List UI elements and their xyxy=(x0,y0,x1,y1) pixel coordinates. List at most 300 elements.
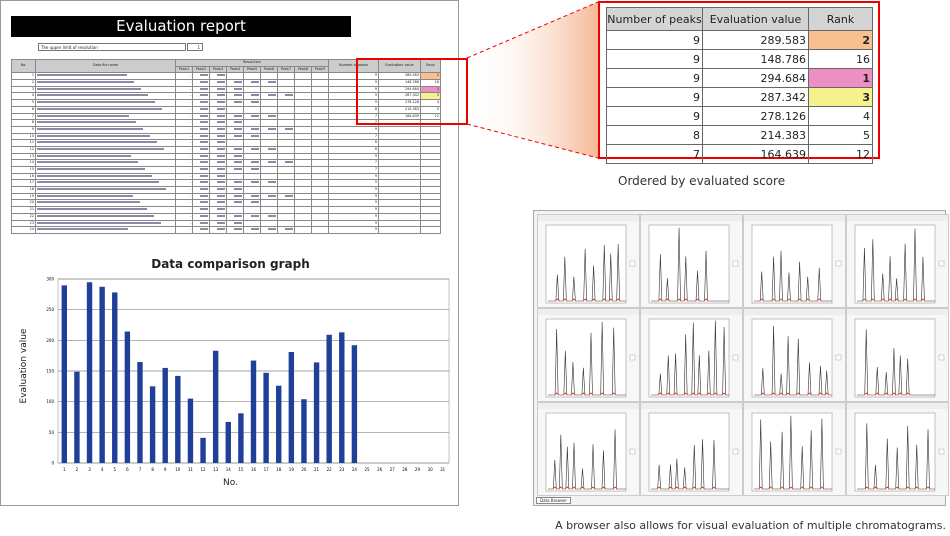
caption-browser: A browser also allows for visual evaluation of multiple chromatograms. xyxy=(555,519,946,532)
row-peak xyxy=(312,106,329,113)
row-rank xyxy=(421,200,441,207)
row-eval xyxy=(379,227,421,234)
chromatogram-panel[interactable] xyxy=(743,402,846,496)
bar xyxy=(339,332,344,463)
row-num-peaks: 9 xyxy=(329,173,379,180)
row-peak xyxy=(244,146,261,153)
num-peaks: 9 xyxy=(607,31,703,50)
row-eval xyxy=(379,200,421,207)
col-peak: Peak5 xyxy=(244,66,261,73)
col-peak: Peak3 xyxy=(210,66,227,73)
row-rank: 1 xyxy=(421,86,441,93)
row-peak xyxy=(261,153,278,160)
header-evaluation-value: Evaluation value xyxy=(703,8,809,31)
row-peak xyxy=(244,140,261,147)
row-peak xyxy=(312,100,329,107)
row-rank xyxy=(421,126,441,133)
eval-value: 287.342 xyxy=(703,88,809,107)
num-peaks: 7 xyxy=(607,145,703,164)
row-no: 21 xyxy=(12,207,36,214)
chromatogram-panel[interactable] xyxy=(537,214,640,308)
row-num-peaks: 7 xyxy=(329,167,379,174)
row-peak xyxy=(261,106,278,113)
row-peak xyxy=(295,173,312,180)
resolution-limit-dropdown[interactable]: The upper limit of resolution xyxy=(38,43,186,51)
row-peak xyxy=(261,200,278,207)
rank: 16 xyxy=(809,50,873,69)
table-row xyxy=(12,167,441,174)
y-tick-label: 300 xyxy=(46,276,54,282)
row-rank xyxy=(421,207,441,214)
row-peak xyxy=(193,73,210,80)
row-peak xyxy=(261,133,278,140)
row-file xyxy=(36,200,176,207)
row-peak: - xyxy=(176,93,193,100)
x-tick-label: 28 xyxy=(402,467,408,472)
row-file xyxy=(36,146,176,153)
col-peak: Peak2 xyxy=(193,66,210,73)
bar xyxy=(301,399,306,463)
row-peak xyxy=(261,93,278,100)
row-rank: 2 xyxy=(421,73,441,80)
row-peak xyxy=(278,220,295,227)
bar xyxy=(188,399,193,463)
row-no: 24 xyxy=(12,227,36,234)
row-eval: 294.684 xyxy=(379,86,421,93)
bar xyxy=(87,282,92,463)
row-eval xyxy=(379,187,421,194)
row-peak xyxy=(312,160,329,167)
table-row xyxy=(12,153,441,160)
row-peak xyxy=(295,93,312,100)
col-eval: Evaluation value xyxy=(379,60,421,73)
row-peak xyxy=(210,180,227,187)
row-peak xyxy=(193,100,210,107)
row-rank xyxy=(421,227,441,234)
row-peak: - xyxy=(176,113,193,120)
row-peak: - xyxy=(176,213,193,220)
row-peak xyxy=(295,100,312,107)
row-peak xyxy=(312,146,329,153)
row-peak xyxy=(227,146,244,153)
col-peak: Peak9 xyxy=(312,66,329,73)
row-peak xyxy=(261,86,278,93)
chromatogram-panel[interactable] xyxy=(537,308,640,402)
row-num-peaks: 6 xyxy=(329,146,379,153)
row-peak xyxy=(278,227,295,234)
row-peak xyxy=(227,180,244,187)
table-row xyxy=(12,187,441,194)
row-peak xyxy=(295,113,312,120)
row-peak: - xyxy=(176,220,193,227)
chromatogram-plot xyxy=(641,315,742,401)
row-peak: - xyxy=(176,120,193,127)
row-peak xyxy=(261,80,278,87)
row-peak xyxy=(227,113,244,120)
row-no: 7 xyxy=(12,113,36,120)
row-peak xyxy=(278,167,295,174)
row-peak xyxy=(210,133,227,140)
row-rank xyxy=(421,187,441,194)
row-eval xyxy=(379,213,421,220)
table-row xyxy=(12,173,441,180)
y-tick-label: 200 xyxy=(46,337,54,343)
row-peak xyxy=(261,140,278,147)
row-peak: - xyxy=(176,153,193,160)
row-file xyxy=(36,180,176,187)
row-peak: - xyxy=(176,140,193,147)
row-peak xyxy=(278,193,295,200)
bar xyxy=(263,373,268,463)
row-file xyxy=(36,106,176,113)
row-file xyxy=(36,86,176,93)
x-tick-label: 3 xyxy=(88,467,91,472)
row-peak: - xyxy=(176,106,193,113)
row-peak xyxy=(261,167,278,174)
x-tick-label: 31 xyxy=(440,467,446,472)
row-file xyxy=(36,120,176,127)
row-peak xyxy=(244,193,261,200)
row-rank xyxy=(421,180,441,187)
row-peak xyxy=(278,73,295,80)
row-peak xyxy=(278,113,295,120)
row-peak xyxy=(278,140,295,147)
row-peak xyxy=(227,213,244,220)
x-tick-label: 10 xyxy=(175,467,181,472)
x-tick-label: 17 xyxy=(263,467,269,472)
row-eval xyxy=(379,207,421,214)
row-file xyxy=(36,140,176,147)
row-num-peaks: 9 xyxy=(329,93,379,100)
bar xyxy=(226,422,231,463)
row-peak xyxy=(244,180,261,187)
row-peak: - xyxy=(176,227,193,234)
chromatogram-plot xyxy=(744,221,845,307)
x-tick-label: 2 xyxy=(75,467,79,472)
row-eval xyxy=(379,220,421,227)
row-peak xyxy=(312,140,329,147)
data-browser xyxy=(533,210,946,506)
row-num-peaks: 9 xyxy=(329,100,379,107)
table-row xyxy=(12,207,441,214)
row-peak xyxy=(312,93,329,100)
eval-value: 278.126 xyxy=(703,107,809,126)
row-no: 11 xyxy=(12,140,36,147)
bar xyxy=(238,413,243,463)
row-peak: - xyxy=(176,126,193,133)
row-peak xyxy=(295,73,312,80)
row-peak: - xyxy=(176,207,193,214)
row-num-peaks: 9 xyxy=(329,220,379,227)
row-eval: 164.639 xyxy=(379,113,421,120)
row-eval xyxy=(379,193,421,200)
row-no: 20 xyxy=(12,200,36,207)
row-peak xyxy=(227,86,244,93)
row-no: 5 xyxy=(12,100,36,107)
caption-ordered: Ordered by evaluated score xyxy=(618,174,786,188)
row-peak xyxy=(227,140,244,147)
row-peak xyxy=(261,213,278,220)
chromatogram-panel[interactable] xyxy=(640,214,743,308)
row-rank: 5 xyxy=(421,106,441,113)
row-rank: 4 xyxy=(421,100,441,107)
y-tick-label: 0 xyxy=(51,460,54,466)
row-peak xyxy=(193,153,210,160)
row-peak xyxy=(295,133,312,140)
row-peak xyxy=(227,160,244,167)
row-file xyxy=(36,160,176,167)
row-num-peaks: 9 xyxy=(329,187,379,194)
row-peak xyxy=(210,227,227,234)
table-row xyxy=(12,227,441,234)
row-peak xyxy=(312,220,329,227)
row-peak xyxy=(210,106,227,113)
rank: 4 xyxy=(809,107,873,126)
row-eval xyxy=(379,140,421,147)
row-eval: 148.786 xyxy=(379,80,421,87)
row-peak xyxy=(312,193,329,200)
row-peak xyxy=(312,80,329,87)
ranking-row xyxy=(607,31,873,50)
row-file xyxy=(36,100,176,107)
row-peak xyxy=(244,227,261,234)
row-rank xyxy=(421,213,441,220)
row-peak: - xyxy=(176,187,193,194)
bar xyxy=(74,372,79,463)
highlight-box xyxy=(356,58,468,125)
table-row xyxy=(12,146,441,153)
x-tick-label: 13 xyxy=(213,467,219,472)
row-peak xyxy=(278,100,295,107)
row-peak xyxy=(278,120,295,127)
x-tick-label: 24 xyxy=(351,467,357,472)
row-peak xyxy=(312,207,329,214)
row-no: 4 xyxy=(12,93,36,100)
row-peak xyxy=(210,200,227,207)
row-peak xyxy=(312,133,329,140)
row-peak xyxy=(227,167,244,174)
row-num-peaks: 9 xyxy=(329,153,379,160)
row-eval xyxy=(379,160,421,167)
y-tick-label: 250 xyxy=(46,307,54,313)
zoomed-ranking-table xyxy=(598,1,880,159)
row-no: 23 xyxy=(12,220,36,227)
table-row xyxy=(12,180,441,187)
row-peak xyxy=(227,153,244,160)
row-peak xyxy=(244,106,261,113)
data-browser-tab[interactable]: Data Browser xyxy=(536,497,571,504)
row-no: 1 xyxy=(12,73,36,80)
row-file xyxy=(36,167,176,174)
row-peak xyxy=(278,200,295,207)
row-peak xyxy=(210,167,227,174)
chromatogram-panel[interactable] xyxy=(846,214,949,308)
row-peak xyxy=(193,160,210,167)
row-peak xyxy=(278,126,295,133)
bar xyxy=(314,362,319,463)
row-peak xyxy=(210,187,227,194)
x-tick-label: 8 xyxy=(151,467,154,472)
x-tick-label: 4 xyxy=(100,467,104,472)
bar xyxy=(200,438,205,463)
bar-chart xyxy=(1,271,460,481)
chromatogram-panel[interactable] xyxy=(846,402,949,496)
x-tick-label: 14 xyxy=(225,467,231,472)
row-peak: - xyxy=(176,73,193,80)
chromatogram-panel[interactable] xyxy=(743,308,846,402)
row-eval xyxy=(379,133,421,140)
row-peak xyxy=(244,207,261,214)
row-peak: - xyxy=(176,167,193,174)
bar xyxy=(112,292,117,463)
row-file xyxy=(36,213,176,220)
chromatogram-plot xyxy=(847,315,948,401)
rank: 12 xyxy=(809,145,873,164)
x-axis-label: No. xyxy=(223,478,238,488)
row-peak xyxy=(295,213,312,220)
rank: 2 xyxy=(809,31,873,50)
row-no: 18 xyxy=(12,187,36,194)
row-peak xyxy=(312,126,329,133)
table-row xyxy=(12,213,441,220)
row-peak xyxy=(210,120,227,127)
row-peak xyxy=(278,106,295,113)
row-eval: 289.583 xyxy=(379,73,421,80)
row-peak xyxy=(210,93,227,100)
row-peak xyxy=(244,160,261,167)
chromatogram-plot xyxy=(641,221,742,307)
table-row xyxy=(12,140,441,147)
row-eval xyxy=(379,167,421,174)
table-row xyxy=(12,133,441,140)
col-file: Data file name xyxy=(36,60,176,73)
bar xyxy=(150,386,155,463)
row-peak xyxy=(193,227,210,234)
row-peak xyxy=(295,80,312,87)
num-peaks: 9 xyxy=(607,88,703,107)
row-peak xyxy=(261,113,278,120)
row-rank xyxy=(421,220,441,227)
row-peak xyxy=(295,193,312,200)
chromatogram-panel[interactable] xyxy=(640,402,743,496)
row-peak xyxy=(244,200,261,207)
chromatogram-panel[interactable] xyxy=(537,402,640,496)
col-rank: Rank xyxy=(421,60,441,73)
row-rank: 3 xyxy=(421,93,441,100)
row-peak xyxy=(210,73,227,80)
row-peak xyxy=(312,213,329,220)
table-row xyxy=(12,160,441,167)
row-file xyxy=(36,193,176,200)
row-file xyxy=(36,113,176,120)
col-peak: Peak4 xyxy=(227,66,244,73)
chromatogram-panel[interactable] xyxy=(743,214,846,308)
row-peak xyxy=(261,227,278,234)
row-peak: - xyxy=(176,86,193,93)
row-peak xyxy=(295,180,312,187)
row-peak xyxy=(261,100,278,107)
bar xyxy=(62,285,67,463)
row-num-peaks: 8 xyxy=(329,106,379,113)
row-peak xyxy=(193,86,210,93)
row-peak xyxy=(244,80,261,87)
row-peak xyxy=(278,133,295,140)
row-peak xyxy=(227,200,244,207)
row-peak xyxy=(210,207,227,214)
eval-value: 294.684 xyxy=(703,69,809,88)
row-peak xyxy=(261,120,278,127)
row-peak xyxy=(295,187,312,194)
row-peak xyxy=(312,73,329,80)
row-num-peaks: 9 xyxy=(329,213,379,220)
row-no: 14 xyxy=(12,160,36,167)
row-rank xyxy=(421,146,441,153)
row-peak xyxy=(227,173,244,180)
ranking-row xyxy=(607,69,873,88)
row-peak xyxy=(227,193,244,200)
row-peak: - xyxy=(176,200,193,207)
row-num-peaks: 9 xyxy=(329,126,379,133)
row-num-peaks: 7 xyxy=(329,120,379,127)
eval-value: 289.583 xyxy=(703,31,809,50)
row-peak xyxy=(278,80,295,87)
ranking-row xyxy=(607,107,873,126)
row-num-peaks: 9 xyxy=(329,227,379,234)
row-num-peaks: 9 xyxy=(329,180,379,187)
row-peak xyxy=(244,73,261,80)
row-peak xyxy=(244,153,261,160)
eval-value: 214.383 xyxy=(703,126,809,145)
y-tick-label: 150 xyxy=(46,368,54,374)
row-num-peaks: 9 xyxy=(329,200,379,207)
chromatogram-panel[interactable] xyxy=(846,308,949,402)
row-peak xyxy=(261,187,278,194)
row-peak: - xyxy=(176,180,193,187)
row-eval xyxy=(379,173,421,180)
row-peak xyxy=(210,220,227,227)
row-peak xyxy=(193,167,210,174)
table-row xyxy=(12,126,441,133)
col-peak: Peak1 xyxy=(176,66,193,73)
row-peak xyxy=(193,106,210,113)
row-peak xyxy=(278,93,295,100)
row-peak xyxy=(193,173,210,180)
chromatogram-panel[interactable] xyxy=(640,308,743,402)
y-tick-label: 100 xyxy=(46,399,54,405)
rank: 5 xyxy=(809,126,873,145)
row-file xyxy=(36,187,176,194)
row-eval xyxy=(379,146,421,153)
resolution-limit-value[interactable]: 1 xyxy=(187,43,203,51)
row-peak xyxy=(261,180,278,187)
x-tick-label: 16 xyxy=(250,467,257,472)
bar xyxy=(276,386,281,463)
x-tick-label: 26 xyxy=(377,467,383,472)
row-peak: - xyxy=(176,133,193,140)
row-peak xyxy=(193,207,210,214)
row-num-peaks: 7 xyxy=(329,133,379,140)
row-peak: - xyxy=(176,173,193,180)
chromatogram-plot xyxy=(744,315,845,401)
rank: 1 xyxy=(809,69,873,88)
chart-title: Data comparison graph xyxy=(151,257,310,271)
row-peak xyxy=(278,86,295,93)
num-peaks: 9 xyxy=(607,69,703,88)
bar xyxy=(175,376,180,463)
row-num-peaks: 9 xyxy=(329,73,379,80)
row-file xyxy=(36,227,176,234)
row-num-peaks: 6 xyxy=(329,140,379,147)
